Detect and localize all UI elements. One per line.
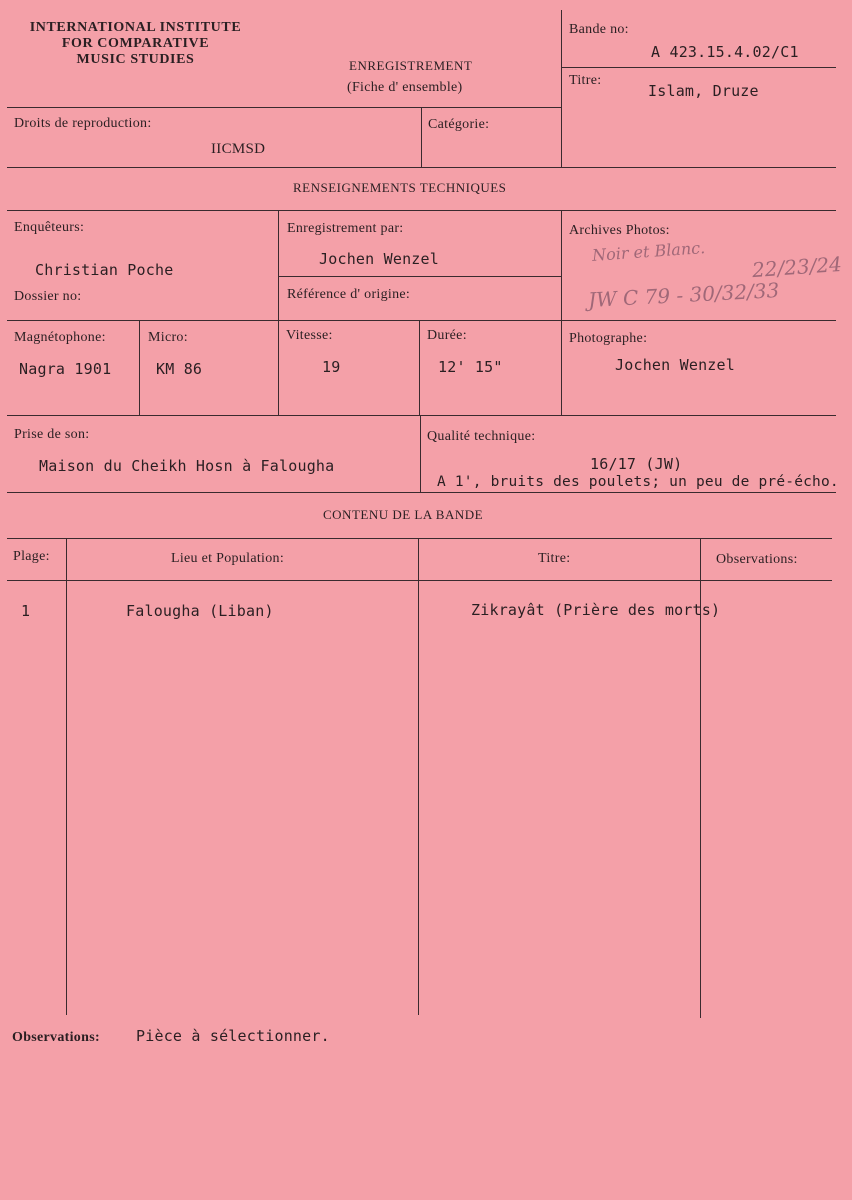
archives-label: Archives Photos: [569,223,670,238]
hline-rights-bottom [7,167,836,168]
titre-label: Titre: [569,73,602,88]
vitesse-value: 19 [322,358,341,376]
magnetophone-label: Magnétophone: [14,330,106,345]
hline-titre [561,67,836,68]
archives-handwritten-2: 22/23/24 [751,251,843,283]
dossier-label: Dossier no: [14,289,82,304]
col-observations-header: Observations: [716,552,798,567]
vline-tech-a [278,210,279,415]
duree-value: 12' 15" [438,358,503,376]
qualite-value-1: 16/17 (JW) [590,455,683,473]
vitesse-label: Vitesse: [286,328,333,343]
technical-section-title: RENSEIGNEMENTS TECHNIQUES [293,180,507,195]
qualite-value-2: A 1', bruits des poulets; un peu de pré-écho. [437,474,839,490]
enregistrement-label: Enregistrement par: [287,221,404,236]
observations-label: Observations: [12,1030,100,1045]
duree-label: Durée: [427,328,467,343]
hline-contents-header [7,580,832,581]
bande-label: Bande no: [569,22,629,37]
row-1-titre: Zikrayât (Prière des morts) [471,601,721,619]
titre-value: Islam, Druze [648,82,759,100]
photographe-value: Jochen Wenzel [615,356,735,374]
archives-handwritten-3: JW C 79 - 30/32/33 [587,278,780,312]
institute-line-2: FOR COMPARATIVE [61,36,210,51]
bande-value: A 423.15.4.02/C1 [651,43,799,61]
prise-value: Maison du Cheikh Hosn à Falougha [39,457,335,475]
prise-label: Prise de son: [14,427,90,442]
micro-value: KM 86 [156,360,203,378]
form-subtitle: (Fiche d' ensemble) [347,80,463,95]
vline-categorie [421,107,422,168]
observations-value: Pièce à sélectionner. [136,1027,330,1045]
vline-header-right [561,10,562,168]
vline-qualite [420,415,421,492]
archives-handwritten-1: Noir et Blanc. [591,238,706,265]
reference-label: Référence d' origine: [287,287,411,302]
enqueteurs-value: Christian Poche [35,261,174,279]
categorie-label: Catégorie: [428,117,490,132]
hline-rights-top [7,107,561,108]
vline-duree [419,320,420,415]
col-lieu-header: Lieu et Population: [171,551,285,566]
row-1-lieu: Falougha (Liban) [126,602,274,620]
col-titre-header: Titre: [538,551,571,566]
institute-line-3: MUSIC STUDIES [76,52,195,67]
micro-label: Micro: [148,330,188,345]
vline-col-lieu [418,538,419,1015]
vline-micro [139,320,140,415]
contents-section-title: CONTENU DE LA BANDE [323,507,484,522]
vline-col-plage [66,538,67,1015]
enqueteurs-label: Enquêteurs: [14,220,85,235]
droits-value: IICMSD [211,141,266,157]
hline-prise-bottom [7,492,836,493]
photographe-label: Photographe: [569,331,648,346]
hline-equipment-top [7,320,836,321]
institute-name [8,20,263,68]
hline-contents-top [7,538,832,539]
col-plage-header: Plage: [13,549,50,564]
form-title: ENREGISTREMENT [349,58,473,73]
hline-equipment-bottom [7,415,836,416]
institute-line-1: INTERNATIONAL INSTITUTE [29,20,242,35]
droits-label: Droits de reproduction: [14,116,152,131]
vline-tech-b [561,210,562,415]
qualite-label: Qualité technique: [427,429,536,444]
row-1-plage: 1 [21,602,31,620]
hline-reference [278,276,561,277]
hline-tech-top [7,210,836,211]
enregistrement-value: Jochen Wenzel [319,250,439,268]
magnetophone-value: Nagra 1901 [19,360,112,378]
